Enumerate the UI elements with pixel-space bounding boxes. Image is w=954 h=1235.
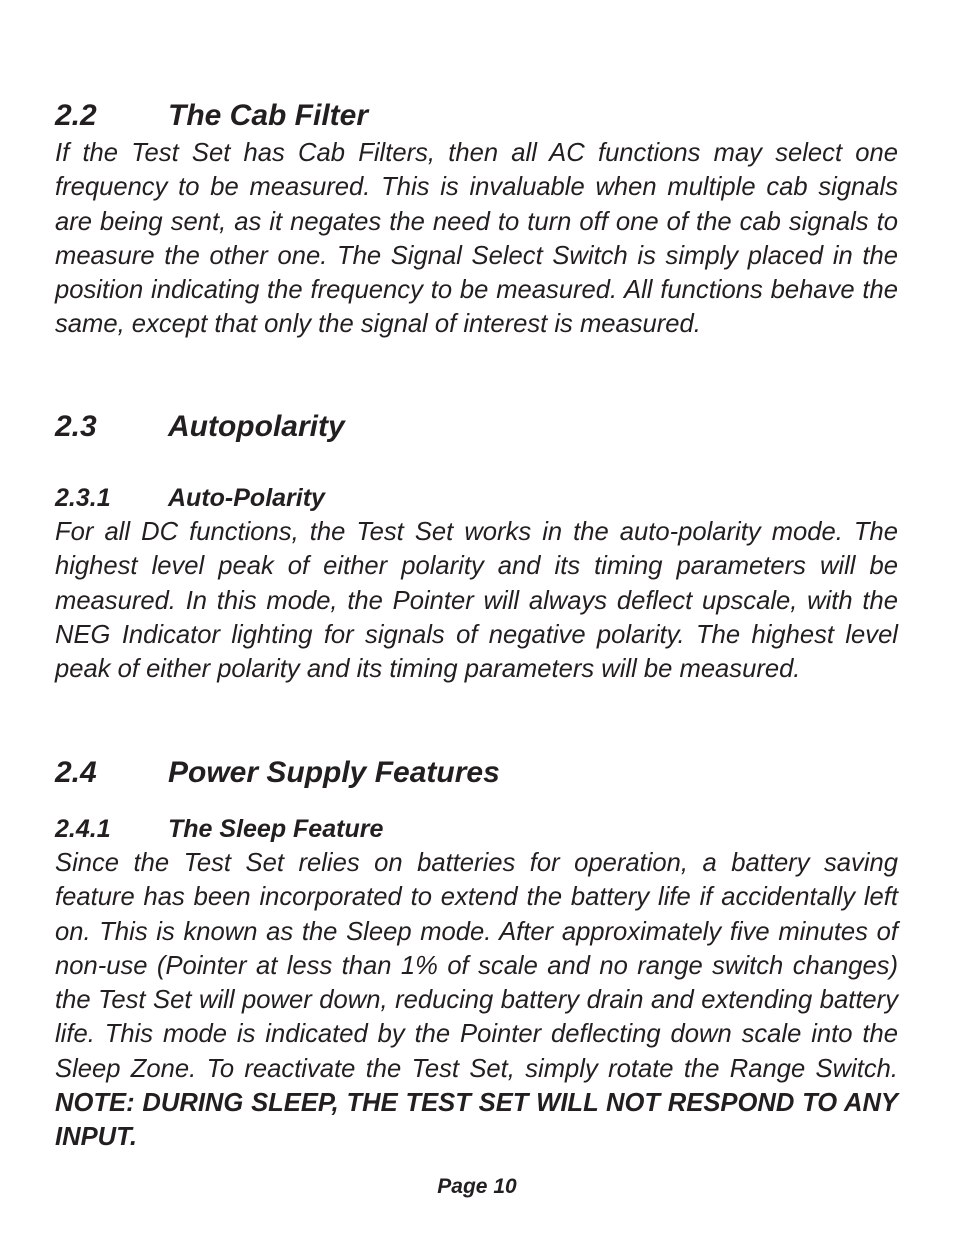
subsection-number: 2.4.1	[55, 815, 111, 843]
subsection-auto-polarity	[55, 481, 898, 686]
subsection-heading	[55, 481, 898, 515]
subsection-sleep-feature	[55, 812, 898, 1155]
section-power-supply-features	[55, 753, 898, 793]
subsection-body	[55, 846, 898, 1155]
section-number: 2.3	[55, 410, 97, 443]
subsection-title: Auto-Polarity	[168, 484, 325, 512]
subsection-number: 2.3.1	[55, 484, 111, 512]
section-body: If the Test Set has Cab Filters, then all AC functions may select one frequency to be measured. This is invaluable when multiple cab signals are being sent, as it negates the need to turn off one of the cab signals to measure the other one. The Signal Select Switch is simply placed in the position indicating the frequency to be measured. All functions behave the same, except that only the signal of interest is measured.	[55, 139, 898, 339]
subsection-heading	[55, 812, 898, 846]
subsection-title: The Sleep Feature	[168, 815, 384, 843]
page-number: Page 10	[437, 1175, 517, 1198]
section-heading	[55, 407, 898, 447]
section-title: Autopolarity	[168, 410, 345, 443]
sleep-body-text: Since the Test Set relies on batteries for operation, a battery saving feature has been incorporated to extend the battery life if accidentally left on. This is known as the Sleep mode. After approximately five minutes of non-use (Pointer at less than 1% of scale and no range switch changes) the Test Set will power down, reducing battery drain and extending battery life. This mode is indicated by the Pointer deflecting down scale into the Sleep Zone. To reactivate the Test Set, simply rotate the Range Switch.	[55, 849, 898, 1083]
section-number: 2.4	[55, 756, 97, 789]
section-heading	[55, 96, 898, 136]
section-title: The Cab Filter	[168, 99, 369, 132]
section-number: 2.2	[55, 99, 97, 132]
section-autopolarity	[55, 407, 898, 447]
section-cab-filter	[55, 96, 898, 342]
section-heading	[55, 753, 898, 793]
sleep-note: NOTE: DURING SLEEP, THE TEST SET WILL NOT RESPOND TO ANY INPUT.	[55, 1089, 898, 1152]
subsection-body: For all DC functions, the Test Set works in the auto-polarity mode. The highest level peak of either polarity and its timing parameters will be measured. In this mode, the Pointer will always deflect upscale, with the NEG Indicator lighting for signals of negative polarity. The highest level peak of either polarity and its timing parameters will be measured.	[55, 518, 898, 684]
section-title: Power Supply Features	[168, 756, 500, 789]
